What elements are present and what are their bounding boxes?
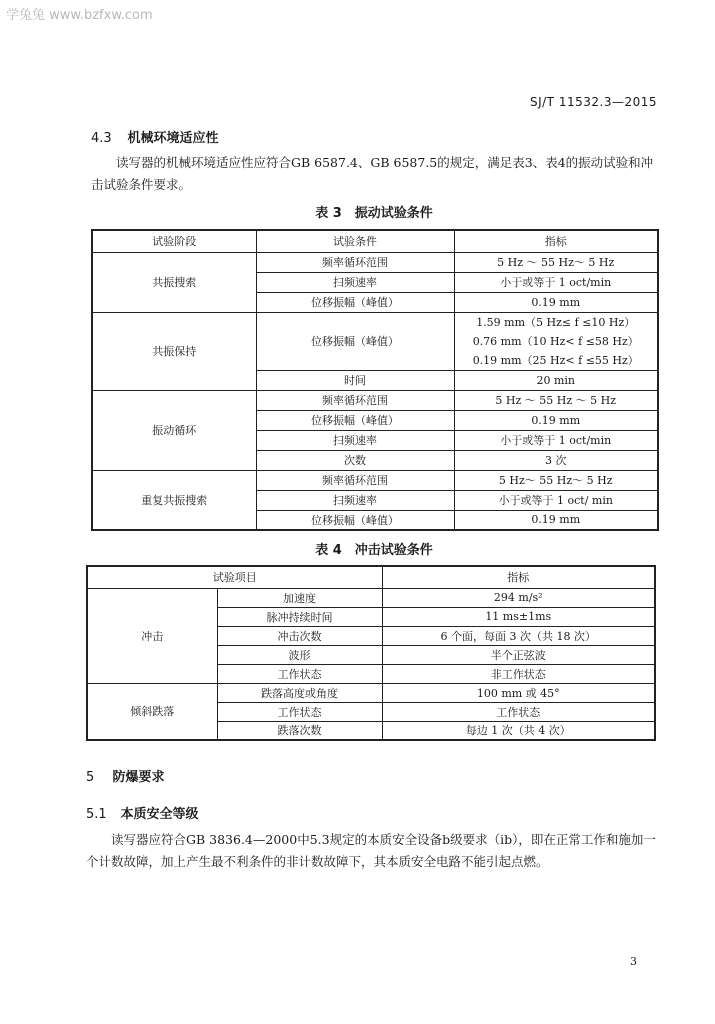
value-line: 1.59 mm（5 Hz≤ f ≤10 Hz） bbox=[476, 315, 636, 329]
table4-header-row bbox=[87, 566, 655, 588]
table4-value-cell: 每边 1 次（共 4 次） bbox=[382, 721, 655, 740]
table4-value-cell: 非工作状态 bbox=[382, 664, 655, 683]
table4-header-value: 指标 bbox=[382, 566, 655, 588]
table3-condition-cell: 频率循环范围 bbox=[256, 390, 454, 410]
table3-stage-cell: 重复共振搜索 bbox=[92, 470, 256, 530]
section-title: 机械环境适应性 bbox=[127, 131, 219, 146]
table3-stage-cell: 振动循环 bbox=[92, 390, 256, 470]
section-4-3-paragraph: 读写器的机械环境适应性应符合GB 6587.4、GB 6587.5的规定，满足表3、表4的振动试验和冲击试验条件要求。 bbox=[91, 155, 654, 192]
section-number: 5.1 bbox=[86, 807, 107, 822]
table3-caption: 表 3 振动试验条件 bbox=[315, 206, 433, 221]
section-5-heading bbox=[86, 766, 165, 785]
table4-value-cell: 100 mm 或 45° bbox=[382, 683, 655, 702]
table4-sub-cell: 波形 bbox=[217, 645, 382, 664]
table3-value-cell: 5 Hz ～ 55 Hz～ 5 Hz bbox=[454, 252, 658, 272]
table4-value-cell: 294 m/s² bbox=[382, 588, 655, 607]
table3-condition-cell: 频率循环范围 bbox=[256, 252, 454, 272]
table-row bbox=[87, 588, 655, 607]
table3-condition-cell: 位移振幅（峰值） bbox=[256, 312, 454, 370]
table4-value-cell: 半个正弦波 bbox=[382, 645, 655, 664]
standard-code: SJ/T 11532.3—2015 bbox=[529, 95, 657, 109]
section-4-3-heading bbox=[91, 127, 219, 146]
table3-value-cell: 小于或等于 1 oct/ min bbox=[454, 490, 658, 510]
table3-value-cell: 0.19 mm bbox=[454, 510, 658, 530]
table4-value-cell: 11 ms±1ms bbox=[382, 607, 655, 626]
table4-item-cell: 倾斜跌落 bbox=[87, 683, 217, 740]
table4-caption: 表 4 冲击试验条件 bbox=[315, 543, 433, 558]
table3-stage-cell: 共振搜索 bbox=[92, 252, 256, 312]
table4-sub-cell: 工作状态 bbox=[217, 702, 382, 721]
table3-value-cell: 5 Hz ～ 55 Hz ～ 5 Hz bbox=[454, 390, 658, 410]
table3-value-cell: 20 min bbox=[454, 370, 658, 390]
table4-shock-conditions bbox=[86, 565, 656, 741]
table4-sub-cell: 加速度 bbox=[217, 588, 382, 607]
table-row bbox=[92, 312, 658, 370]
section-number: 5 bbox=[86, 770, 95, 785]
table3-header-row bbox=[92, 230, 658, 252]
table4-value-cell: 6 个面，每面 3 次（共 18 次） bbox=[382, 626, 655, 645]
table3-value-cell: 0.19 mm bbox=[454, 292, 658, 312]
table3-header-condition: 试验条件 bbox=[256, 230, 454, 252]
table4-sub-cell: 跌落次数 bbox=[217, 721, 382, 740]
value-line: 0.19 mm（25 Hz< f ≤55 Hz） bbox=[472, 353, 639, 367]
section-number: 4.3 bbox=[91, 131, 112, 146]
table3-condition-cell: 频率循环范围 bbox=[256, 470, 454, 490]
table-row bbox=[87, 683, 655, 702]
table3-stage-cell: 共振保持 bbox=[92, 312, 256, 390]
table3-value-cell bbox=[454, 312, 658, 370]
table3-vibration-conditions bbox=[91, 229, 659, 531]
table4-item-cell: 冲击 bbox=[87, 588, 217, 683]
watermark: 学兔兔 www.bzfxw.com bbox=[6, 8, 153, 23]
table-row bbox=[92, 390, 658, 410]
table3-value-cell: 3 次 bbox=[454, 450, 658, 470]
table3-condition-cell: 扫频速率 bbox=[256, 272, 454, 292]
table4-sub-cell: 跌落高度或角度 bbox=[217, 683, 382, 702]
section-title: 防爆要求 bbox=[112, 770, 165, 785]
table4-value-cell: 工作状态 bbox=[382, 702, 655, 721]
table3-condition-cell: 扫频速率 bbox=[256, 430, 454, 450]
table3-header-stage: 试验阶段 bbox=[92, 230, 256, 252]
table3-condition-cell: 位移振幅（峰值） bbox=[256, 410, 454, 430]
table3-condition-cell: 位移振幅（峰值） bbox=[256, 292, 454, 312]
table3-header-value: 指标 bbox=[454, 230, 658, 252]
value-line: 0.76 mm（10 Hz< f ≤58 Hz） bbox=[472, 334, 639, 348]
table3-value-cell: 0.19 mm bbox=[454, 410, 658, 430]
section-title: 本质安全等级 bbox=[120, 807, 199, 822]
table4-sub-cell: 脉冲持续时间 bbox=[217, 607, 382, 626]
table4-header-item: 试验项目 bbox=[87, 566, 382, 588]
table4-sub-cell: 工作状态 bbox=[217, 664, 382, 683]
table3-value-cell: 小于或等于 1 oct/min bbox=[454, 430, 658, 450]
table3-condition-cell: 次数 bbox=[256, 450, 454, 470]
table3-value-cell: 小于或等于 1 oct/min bbox=[454, 272, 658, 292]
table-row bbox=[92, 470, 658, 490]
table3-condition-cell: 时间 bbox=[256, 370, 454, 390]
table3-condition-cell: 扫频速率 bbox=[256, 490, 454, 510]
section-5-1-paragraph: 读写器应符合GB 3836.4—2000中5.3规定的本质安全设备b级要求（ib），即在正常工作和施加一个计数故障，加上产生最不利条件的非计数故障下，其本质安全电路不能引起点燃。 bbox=[86, 832, 656, 869]
section-5-1-heading bbox=[86, 803, 199, 822]
table-row bbox=[92, 252, 658, 272]
page-number: 3 bbox=[630, 955, 637, 968]
table3-condition-cell: 位移振幅（峰值） bbox=[256, 510, 454, 530]
table4-sub-cell: 冲击次数 bbox=[217, 626, 382, 645]
table3-value-cell: 5 Hz～ 55 Hz～ 5 Hz bbox=[454, 470, 658, 490]
